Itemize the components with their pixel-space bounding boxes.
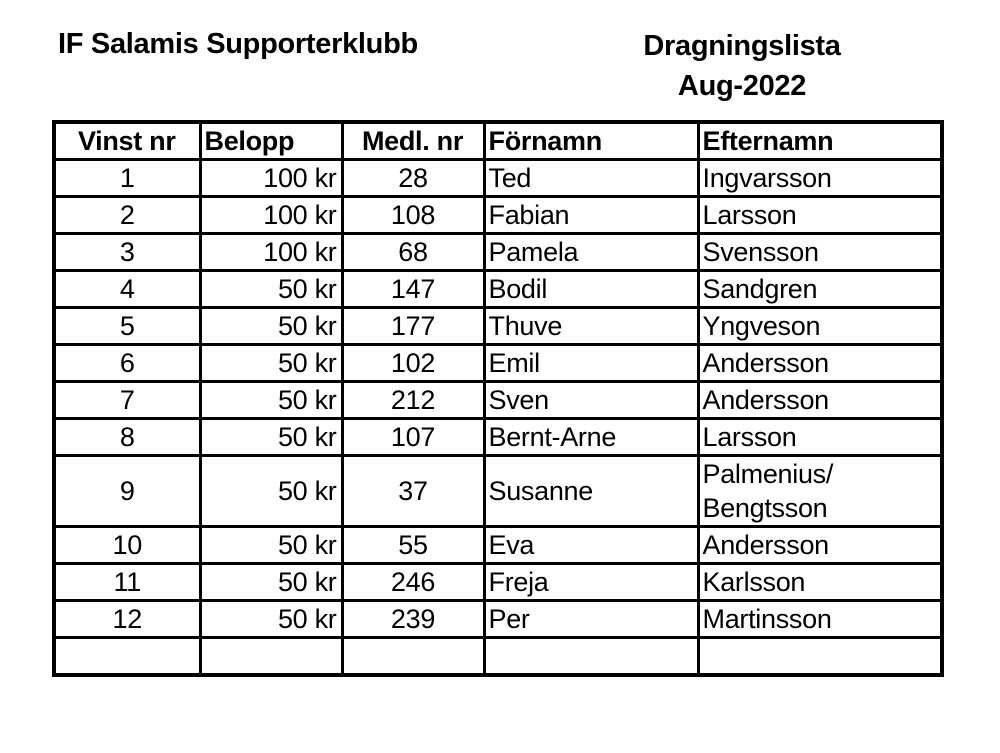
cell-medl-nr: 107	[342, 419, 484, 456]
cell-medl-nr: 102	[342, 345, 484, 382]
table-row	[54, 345, 942, 382]
table-header-row	[54, 122, 942, 160]
table-row	[54, 419, 942, 456]
cell-fornamn	[484, 638, 698, 676]
cell-vinst-nr: 4	[54, 271, 200, 308]
cell-belopp: 50 kr	[200, 527, 342, 564]
table-row	[54, 527, 942, 564]
cell-efternamn: Andersson	[698, 345, 942, 382]
cell-medl-nr	[342, 638, 484, 676]
column-header-belopp: Belopp	[200, 122, 342, 160]
cell-medl-nr: 37	[342, 456, 484, 527]
cell-belopp: 50 kr	[200, 345, 342, 382]
cell-efternamn: Larsson	[698, 419, 942, 456]
cell-vinst-nr: 7	[54, 382, 200, 419]
cell-belopp: 50 kr	[200, 419, 342, 456]
cell-belopp	[200, 638, 342, 676]
list-period: Aug-2022	[677, 70, 807, 102]
table-row-empty	[54, 638, 942, 676]
column-header-vinst-nr: Vinst nr	[54, 122, 200, 160]
table-row	[54, 456, 942, 527]
table-row	[54, 308, 942, 345]
cell-fornamn: Eva	[484, 527, 698, 564]
cell-efternamn: Yngveson	[698, 308, 942, 345]
table-row	[54, 234, 942, 271]
cell-belopp: 50 kr	[200, 456, 342, 527]
cell-fornamn: Susanne	[484, 456, 698, 527]
table-row	[54, 564, 942, 601]
cell-vinst-nr: 8	[54, 419, 200, 456]
cell-vinst-nr: 10	[54, 527, 200, 564]
table-row	[54, 197, 942, 234]
cell-efternamn: Andersson	[698, 527, 942, 564]
cell-medl-nr: 239	[342, 601, 484, 638]
cell-vinst-nr: 3	[54, 234, 200, 271]
cell-medl-nr: 68	[342, 234, 484, 271]
cell-medl-nr: 177	[342, 308, 484, 345]
cell-belopp: 50 kr	[200, 308, 342, 345]
cell-fornamn: Ted	[484, 160, 698, 197]
cell-belopp: 100 kr	[200, 234, 342, 271]
column-header-efternamn: Efternamn	[698, 122, 942, 160]
cell-efternamn: Sandgren	[698, 271, 942, 308]
cell-efternamn	[698, 638, 942, 676]
column-header-medl-nr: Medl. nr	[342, 122, 484, 160]
cell-vinst-nr: 11	[54, 564, 200, 601]
table-row	[54, 160, 942, 197]
club-title: IF Salamis Supporterklubb	[58, 28, 418, 60]
cell-fornamn: Per	[484, 601, 698, 638]
cell-medl-nr: 246	[342, 564, 484, 601]
cell-efternamn: Palmenius/ Bengtsson	[698, 456, 942, 527]
cell-vinst-nr	[54, 638, 200, 676]
cell-medl-nr: 108	[342, 197, 484, 234]
cell-efternamn: Ingvarsson	[698, 160, 942, 197]
cell-vinst-nr: 1	[54, 160, 200, 197]
draw-list-table	[52, 120, 944, 677]
cell-fornamn: Emil	[484, 345, 698, 382]
column-header-fornamn: Förnamn	[484, 122, 698, 160]
cell-fornamn: Pamela	[484, 234, 698, 271]
cell-efternamn: Karlsson	[698, 564, 942, 601]
cell-fornamn: Freja	[484, 564, 698, 601]
cell-fornamn: Bodil	[484, 271, 698, 308]
cell-vinst-nr: 2	[54, 197, 200, 234]
cell-fornamn: Bernt-Arne	[484, 419, 698, 456]
cell-vinst-nr: 9	[54, 456, 200, 527]
cell-belopp: 50 kr	[200, 271, 342, 308]
table-row	[54, 601, 942, 638]
cell-efternamn: Svensson	[698, 234, 942, 271]
cell-belopp: 100 kr	[200, 160, 342, 197]
cell-efternamn: Martinsson	[698, 601, 942, 638]
cell-efternamn: Larsson	[698, 197, 942, 234]
cell-medl-nr: 147	[342, 271, 484, 308]
cell-vinst-nr: 12	[54, 601, 200, 638]
table-row	[54, 271, 942, 308]
cell-medl-nr: 212	[342, 382, 484, 419]
cell-belopp: 50 kr	[200, 601, 342, 638]
list-title: Dragningslista	[643, 30, 841, 62]
cell-medl-nr: 28	[342, 160, 484, 197]
cell-belopp: 50 kr	[200, 564, 342, 601]
cell-vinst-nr: 6	[54, 345, 200, 382]
cell-fornamn: Thuve	[484, 308, 698, 345]
table-row	[54, 382, 942, 419]
cell-medl-nr: 55	[342, 527, 484, 564]
cell-vinst-nr: 5	[54, 308, 200, 345]
cell-fornamn: Sven	[484, 382, 698, 419]
cell-belopp: 100 kr	[200, 197, 342, 234]
cell-fornamn: Fabian	[484, 197, 698, 234]
list-title-block	[612, 26, 872, 106]
cell-belopp: 50 kr	[200, 382, 342, 419]
cell-efternamn: Andersson	[698, 382, 942, 419]
